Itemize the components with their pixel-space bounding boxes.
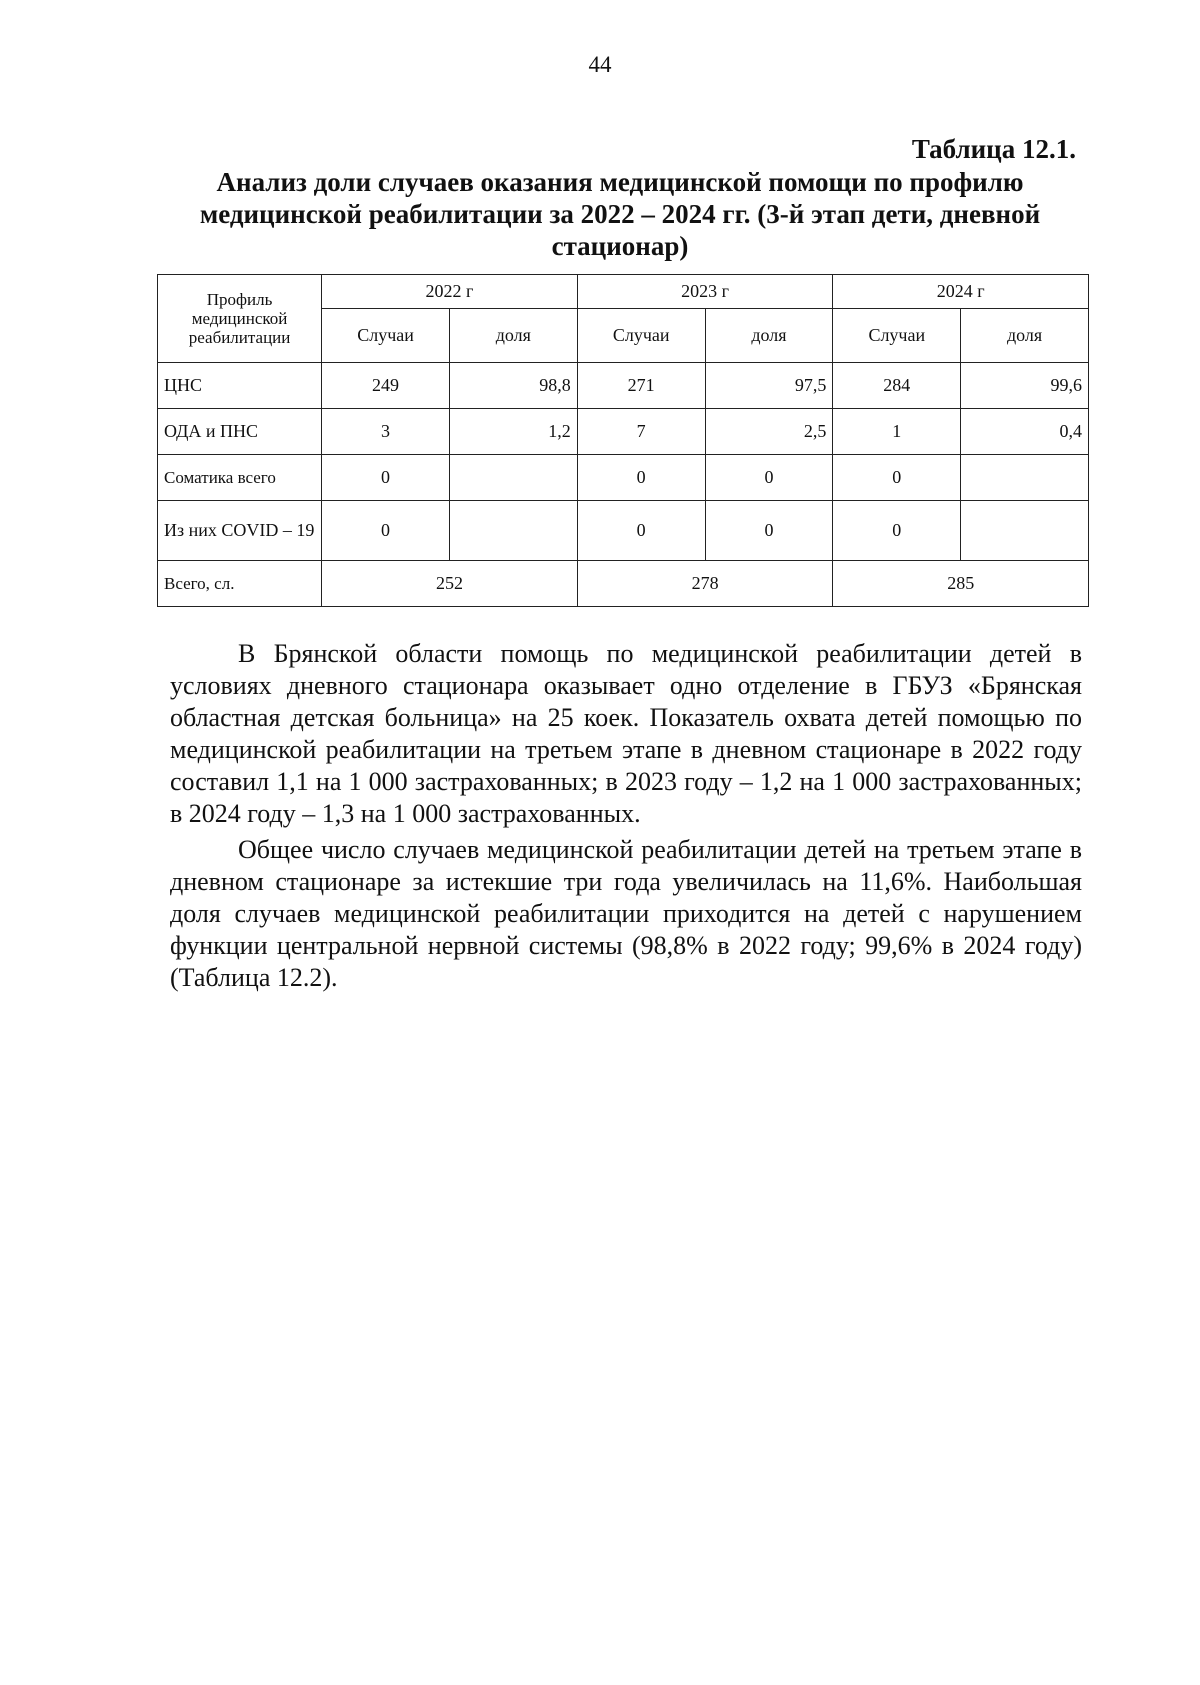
table-title: Анализ доли случаев оказания медицинской помощи по профилю медицинской реабилитации за 2022 – 2024 гг. (3-й этап дети, дневной стационар) (199, 167, 1041, 261)
cases-2024: 0 (833, 455, 961, 501)
share-2023: 2,5 (705, 409, 833, 455)
table-row (158, 363, 1089, 409)
total-2022: 252 (322, 561, 578, 607)
cases-2023: 0 (577, 501, 705, 561)
cases-2023: 271 (577, 363, 705, 409)
cases-2022: 3 (322, 409, 450, 455)
share-2024: 99,6 (961, 363, 1089, 409)
total-2023: 278 (577, 561, 833, 607)
cases-header-2023: Случаи (577, 309, 705, 363)
cases-header-2024: Случаи (833, 309, 961, 363)
cases-header-2022: Случаи (322, 309, 450, 363)
table-row (158, 409, 1089, 455)
rehabilitation-table (157, 274, 1089, 607)
body-text (170, 638, 1082, 998)
share-2022: 98,8 (449, 363, 577, 409)
table-header-row (158, 275, 1089, 309)
row-label: ОДА и ПНС (158, 409, 322, 455)
table-caption: Таблица 12.1. (911, 134, 1076, 164)
share-2024: 0,4 (961, 409, 1089, 455)
share-2023: 97,5 (705, 363, 833, 409)
share-header-2023: доля (705, 309, 833, 363)
year-header-2022: 2022 г (322, 275, 578, 309)
table-total-row (158, 561, 1089, 607)
cases-2023: 0 (577, 455, 705, 501)
year-header-2024: 2024 г (833, 275, 1089, 309)
share-2023: 0 (705, 501, 833, 561)
year-header-2023: 2023 г (577, 275, 833, 309)
cases-2022: 0 (322, 455, 450, 501)
total-label: Всего, сл. (158, 561, 322, 607)
share-2022 (449, 455, 577, 501)
row-label: Соматика всего (158, 455, 322, 501)
share-2024 (961, 501, 1089, 561)
share-2022: 1,2 (449, 409, 577, 455)
cases-2023: 7 (577, 409, 705, 455)
cases-2022: 0 (322, 501, 450, 561)
total-2024: 285 (833, 561, 1089, 607)
table-row (158, 501, 1089, 561)
row-label: ЦНС (158, 363, 322, 409)
paragraph: Общее число случаев медицинской реабилитации детей на третьем этапе в дневном стационаре за истекшие три года увеличилась на 11,6%. Наибольшая доля случаев медицинской реабилитации приходится на детей с нарушением функции центральной нервной системы (98,8% в 2022 году; 99,6% в 2024 году) (Таблица 12.2). (170, 835, 1082, 992)
cases-2024: 0 (833, 501, 961, 561)
cases-2024: 284 (833, 363, 961, 409)
share-header-2024: доля (961, 309, 1089, 363)
cases-2022: 249 (322, 363, 450, 409)
cases-2024: 1 (833, 409, 961, 455)
page-number: 44 (588, 52, 612, 77)
share-2023: 0 (705, 455, 833, 501)
table-row (158, 455, 1089, 501)
profile-header: Профиль медицинской реабилитации (158, 275, 322, 363)
share-2024 (961, 455, 1089, 501)
share-2022 (449, 501, 577, 561)
row-label: Из них COVID – 19 (158, 501, 322, 561)
paragraph: В Брянской области помощь по медицинской реабилитации детей в условиях дневного стационара оказывает одно отделение в ГБУЗ «Брянская областная детская больница» на 25 коек. Показатель охвата детей помощью по медицинской реабилитации на третьем этапе в дневном стационаре в 2022 году составил 1,1 на 1 000 застрахованных; в 2023 году – 1,2 на 1 000 застрахованных; в 2024 году – 1,3 на 1 000 застрахованных. (170, 639, 1082, 828)
share-header-2022: доля (449, 309, 577, 363)
